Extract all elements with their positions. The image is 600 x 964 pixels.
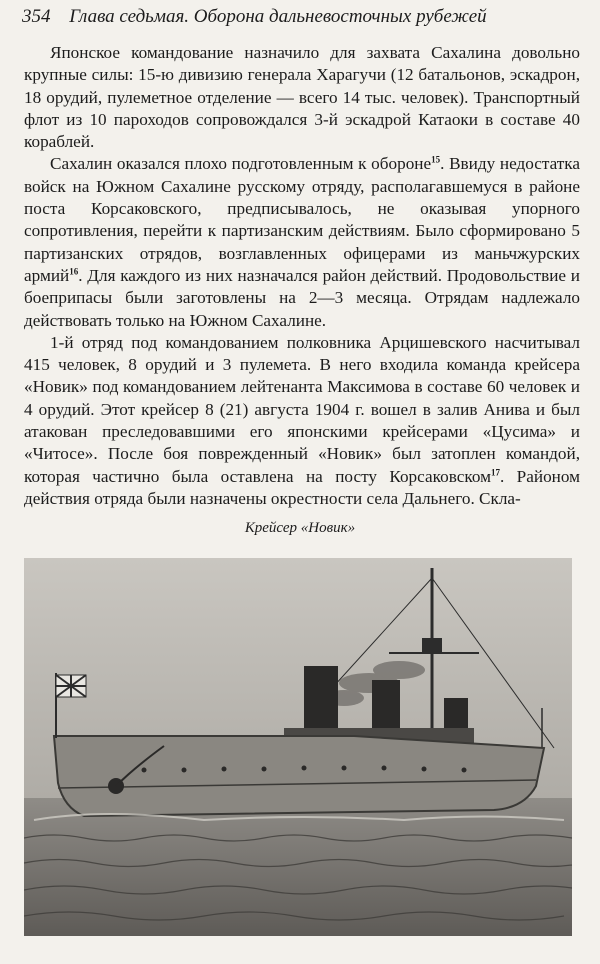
mast-platform [422,638,442,652]
running-title: Глава седьмая. Оборона дальневосточных рубежей [69,6,487,27]
page-number: 354 [22,6,51,27]
cruiser-illustration [24,558,572,936]
paragraph-text: . Районом действия отряда были назначены окрестности села Дальнего. Скла- [24,466,581,508]
page-header [22,6,580,28]
paragraph-text: . Для каждого из них назначался район действий. Продовольствие и боеприпасы были заготовлены на 2—3 месяца. Отрядам надлежало действовать только на Южном Сахалине. [24,265,580,330]
paragraph-text: 1-й отряд под командованием полковника Арцишевского насчитывал 415 человек, 8 орудий и 3 пулемета. В него входила команда крейсера «Новик» под командованием лейтенанта Максимова в составе 60 человек и 4 орудий. Этот крейсер 8 (21) августа 1904 г. вошел в залив Анива и был атакован преследовавшими его японскими крейсерами «Цусима» и «Читосе». После боя поврежденный «Новик» был затоплен командой, которая частично была оставлена на посту Корсаковском [24,332,580,486]
paragraph-text: Японское командование назначило для захвата Сахалина довольно крупные силы: 15-ю дивизию генерала Харагучи (12 батальонов, эскадрон, 18 орудий, пулеметное отделение — всего 14 тыс. человек). Транспортный флот из 10 пароходов сопровождался 3-й эскадрой Катаоки в составе 40 кораблей. [24,43,580,152]
figure-caption: Крейсер «Новик» [244,520,356,536]
paragraph [24,332,580,510]
footnote-ref[interactable]: 15 [431,154,441,165]
footnote-ref[interactable]: 16 [69,266,79,277]
paragraph [24,42,580,153]
paragraph-text: . Ввиду недостатка войск на Южном Сахалине русскому отряду, располагавшемуся в районе поста Корсаковского, предписывалось, не оказывая упорного сопротивления, перейти к партизанским действиям. Было сформировано 5 партизанских отрядов, возглавленных офицерами из маньчжурских армий [24,154,580,285]
footnote-ref[interactable]: 17 [490,466,500,477]
body-text [24,42,580,510]
paragraph-text: Сахалин оказался плохо подготовленным к обороне [50,154,432,174]
ensign-cross [56,675,86,697]
cruiser-drawing [24,558,572,936]
paragraph [24,153,580,331]
